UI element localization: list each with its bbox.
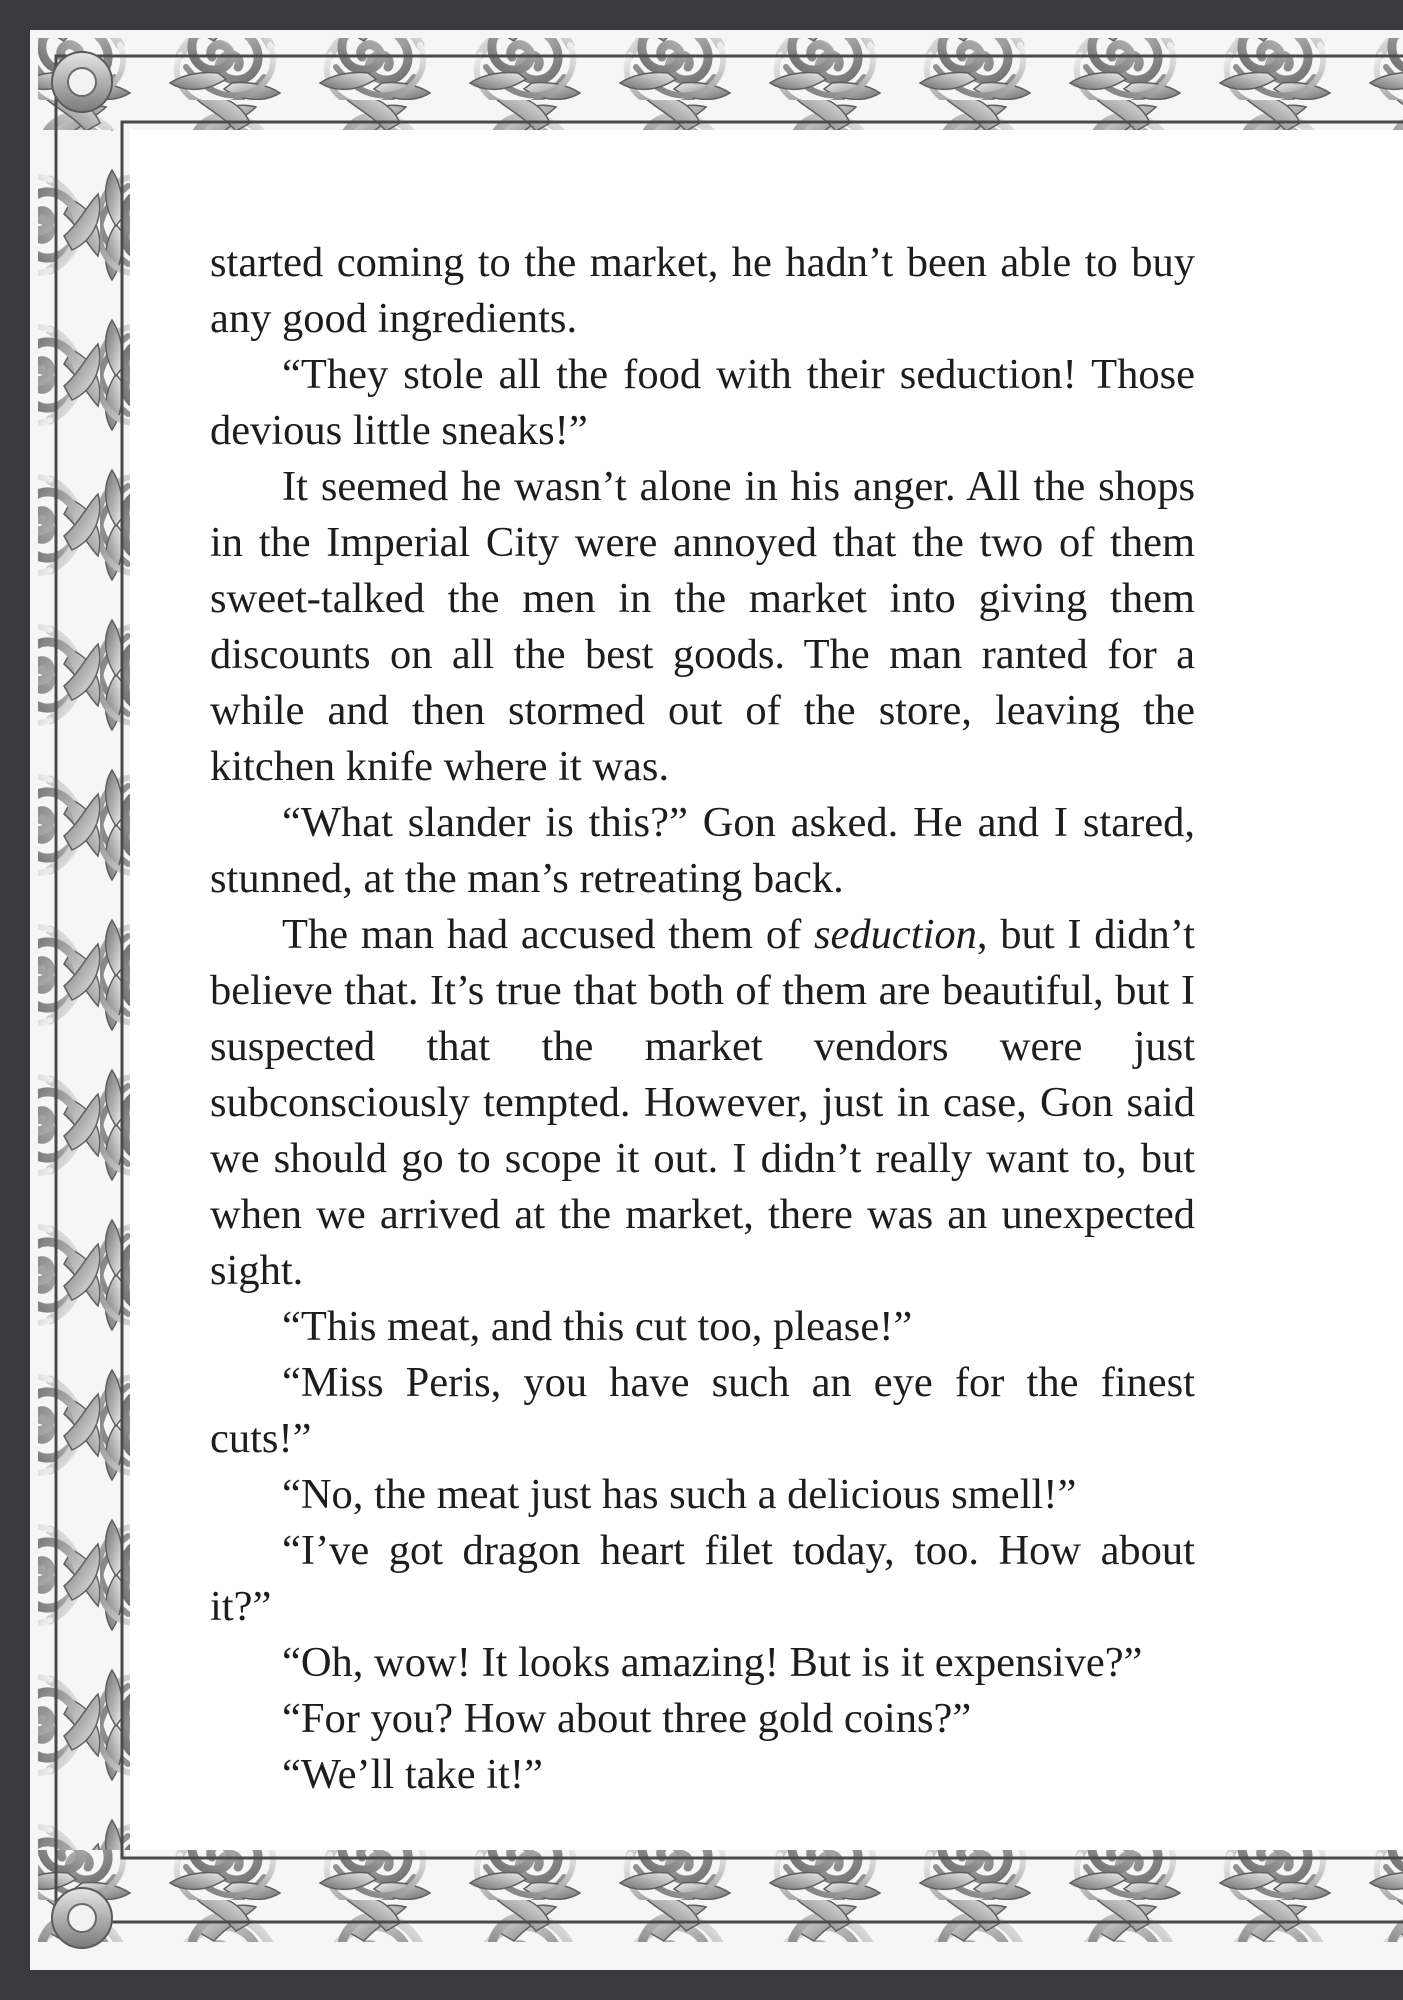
paragraph: “We’ll take it!”: [282, 1751, 543, 1798]
paragraph-part: The man had accused them of: [282, 911, 814, 958]
paragraph: “For you? How about three gold coins?”: [282, 1695, 972, 1742]
story-text: [210, 235, 1195, 1803]
emphasis-text: seduction: [814, 911, 977, 958]
paragraph: “I’ve got dragon heart filet today, too. How about it?”: [210, 1527, 1195, 1630]
paragraph: It seemed he wasn’t alone in his anger. All the shops in the Imperial City were annoyed that the two of them sweet-talked the men in the market into giving them discounts on all the best goods. The man ranted for a while and then stormed out of the store, leaving the kitchen knife where it was.: [210, 463, 1195, 790]
paragraph: “Oh, wow! It looks amazing! But is it expensive?”: [282, 1639, 1143, 1686]
paragraph: [210, 907, 1195, 1299]
paragraph-part: , but I didn’t believe that. It’s true that both of them are beautiful, but I suspected that the market vendors were just subconsciously tempted. However, just in case, Gon said we should go to scope it out. I didn’t really want to, but when we arrived at the market, there was an unexpected sight.: [210, 911, 1195, 1294]
paragraph: “This meat, and this cut too, please!”: [282, 1303, 913, 1350]
paragraph: “What slander is this?” Gon asked. He and I stared, stunned, at the man’s retreating back.: [210, 799, 1195, 902]
paragraph: “They stole all the food with their seduction! Those devious little sneaks!”: [210, 351, 1195, 454]
paragraph: “No, the meat just has such a delicious smell!”: [282, 1471, 1077, 1518]
paragraph: “Miss Peris, you have such an eye for the finest cuts!”: [210, 1359, 1195, 1462]
paragraph: started coming to the market, he hadn’t been able to buy any good ingredients.: [210, 239, 1195, 342]
